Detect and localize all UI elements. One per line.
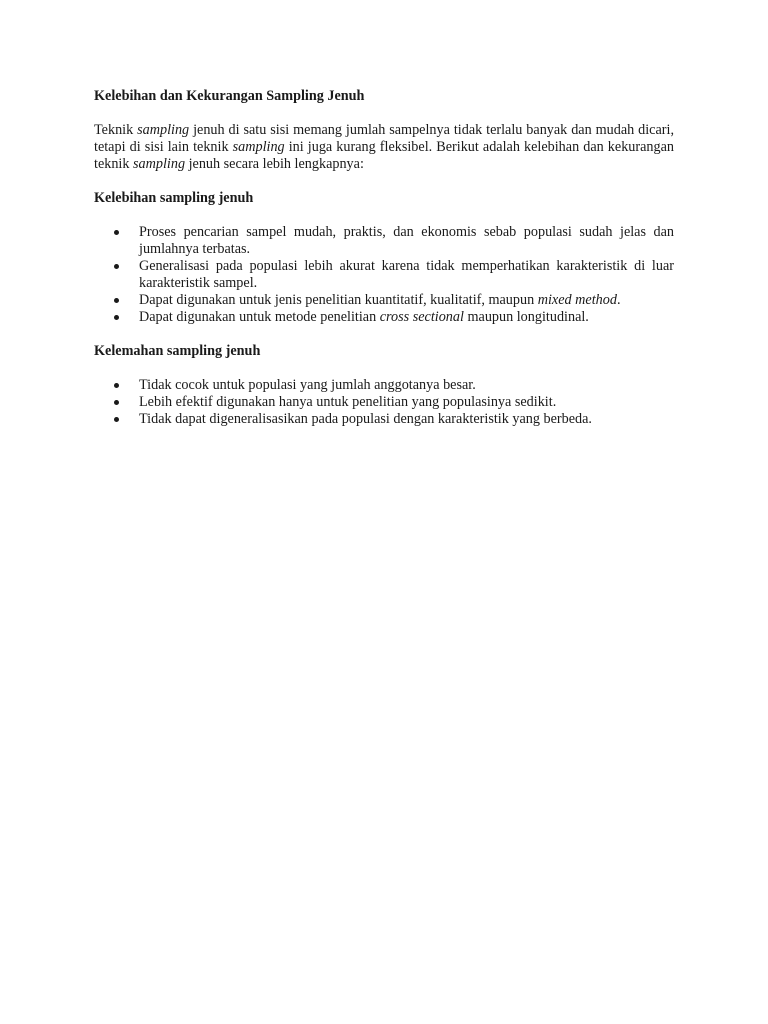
list-item-text-end: maupun longitudinal. [463,309,589,325]
list-item [94,292,674,309]
list-item-text: Tidak cocok untuk populasi yang jumlah anggotanya besar. [139,377,476,393]
kelemahan-list [94,377,674,428]
list-item [94,411,674,428]
kelebihan-heading: Kelebihan sampling jenuh [94,190,254,206]
list-item-text: Generalisasi pada populasi lebih akurat karena tidak memperhatikan karakteristik di luar karakteristik sampel. [139,258,674,291]
intro-paragraph [94,122,674,173]
list-item [94,394,674,411]
bullet-icon [114,315,119,320]
list-item-text: Tidak dapat digeneralisasikan pada populasi dengan karakteristik yang berbeda. [139,411,592,427]
intro-italic-1: sampling [137,122,190,138]
bullet-icon [114,264,119,269]
intro-italic-2: sampling [232,139,285,155]
bullet-icon [114,400,119,405]
kelebihan-list [94,224,674,326]
list-item-italic: mixed method [537,292,617,308]
bullet-icon [114,298,119,303]
list-item [94,224,674,258]
document-title: Kelebihan dan Kekurangan Sampling Jenuh [94,88,365,104]
document-page [94,88,674,445]
list-item-italic: cross sectional [379,309,464,325]
list-item-text: Proses pencarian sampel mudah, praktis, dan ekonomis sebab populasi sudah jelas dan jumlahnya terbatas. [139,224,674,257]
intro-italic-3: sampling [133,156,186,172]
list-item [94,258,674,292]
intro-text-4: jenuh secara lebih lengkapnya: [185,156,364,172]
bullet-icon [114,417,119,422]
list-item [94,309,674,326]
list-item-text: Lebih efektif digunakan hanya untuk penelitian yang populasinya sedikit. [139,394,557,410]
intro-text-3: ini juga kurang fleksibel. Berikut adalah kelebihan dan kekurangan teknik [94,139,674,172]
list-item [94,377,674,394]
intro-text-1: Teknik [94,122,138,138]
bullet-icon [114,383,119,388]
kelemahan-heading: Kelemahan sampling jenuh [94,343,261,359]
intro-text-2: jenuh di satu sisi memang jumlah sampelnya tidak terlalu banyak dan mudah dicari, tetapi di sisi lain teknik [94,122,674,155]
list-item-text-end: . [616,292,621,308]
list-item-text: Dapat digunakan untuk metode penelitian [139,309,380,325]
bullet-icon [114,230,119,235]
list-item-text: Dapat digunakan untuk jenis penelitian kuantitatif, kualitatif, maupun [139,292,538,308]
